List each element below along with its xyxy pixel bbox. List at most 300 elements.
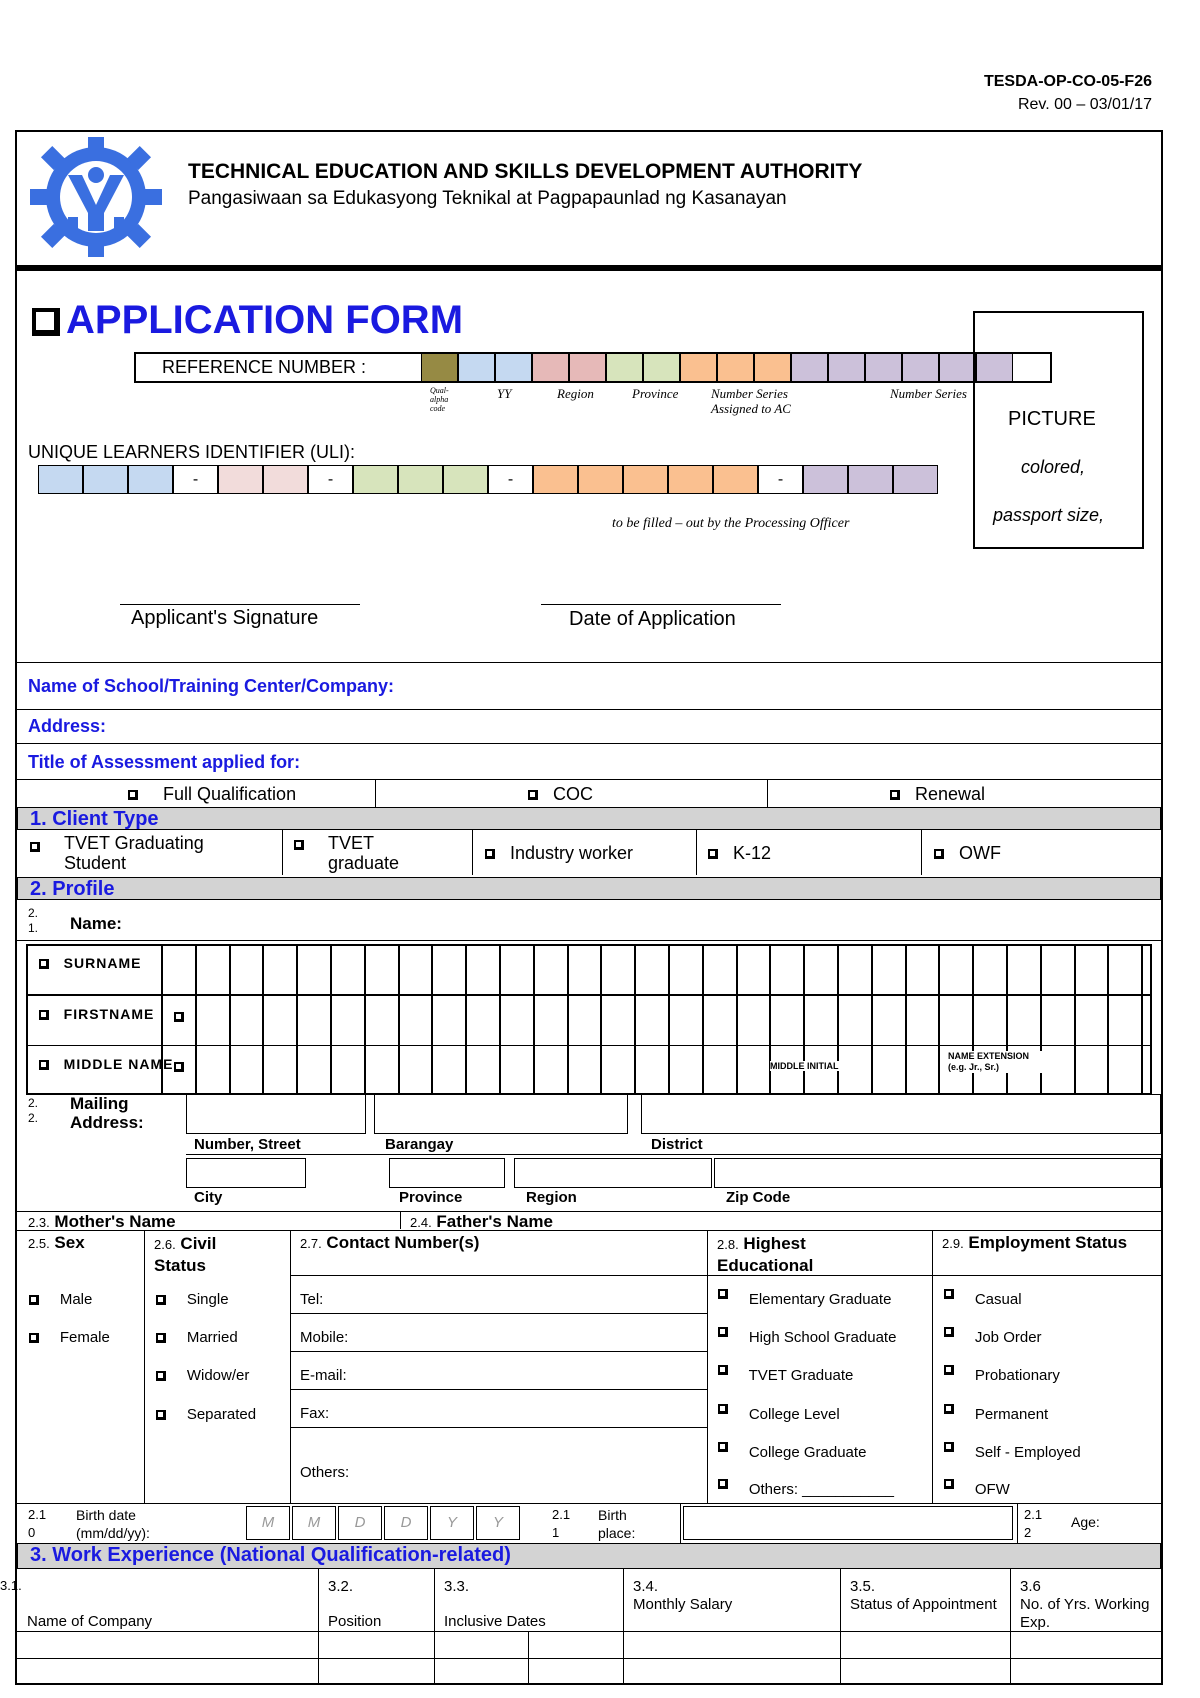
name-letter-cell[interactable] bbox=[703, 995, 737, 1046]
uli-dash-cell: - bbox=[488, 465, 533, 494]
name-letter-cell[interactable] bbox=[1041, 944, 1075, 995]
name-letter-cell[interactable] bbox=[399, 1045, 433, 1095]
uli-digit-cell[interactable] bbox=[38, 465, 83, 494]
birthdate-cell[interactable]: D bbox=[338, 1506, 382, 1540]
name-letter-cell[interactable] bbox=[737, 995, 771, 1046]
applicant-signature-label: Applicant's Signature bbox=[131, 607, 319, 629]
education-option[interactable]: High School Graduate bbox=[718, 1329, 896, 1346]
checkbox-icon bbox=[944, 1365, 954, 1375]
divider bbox=[932, 1230, 933, 1503]
name-letter-cell[interactable] bbox=[804, 995, 838, 1046]
divider bbox=[17, 743, 1161, 744]
divider bbox=[17, 709, 1161, 710]
name-letter-cell[interactable] bbox=[838, 995, 872, 1046]
divider bbox=[707, 1230, 708, 1503]
uli-label: UNIQUE LEARNERS IDENTIFIER (ULI): bbox=[28, 442, 356, 462]
name-letter-cell[interactable] bbox=[230, 995, 264, 1046]
checkbox-icon bbox=[718, 1365, 728, 1375]
uli-digit-cell[interactable] bbox=[218, 465, 263, 494]
checkbox-icon bbox=[128, 790, 138, 800]
uli-digit-cell[interactable] bbox=[803, 465, 848, 494]
divider bbox=[623, 1569, 624, 1685]
divider bbox=[186, 1154, 1161, 1155]
name-letter-cell[interactable] bbox=[635, 1045, 669, 1095]
divider bbox=[375, 779, 376, 807]
checkbox-icon bbox=[156, 1410, 166, 1420]
client-tvet-graduating-label: TVET Graduating Student bbox=[64, 833, 204, 873]
middle-initial-label: MIDDLE INITIAL bbox=[770, 1061, 839, 1071]
name-letter-cell[interactable] bbox=[838, 944, 872, 995]
name-letter-cell[interactable] bbox=[601, 1045, 635, 1095]
firstname-label: FIRSTNAME bbox=[39, 1006, 154, 1022]
name-letter-cell[interactable] bbox=[1142, 944, 1152, 995]
checkbox-icon bbox=[718, 1442, 728, 1452]
name-letter-cell[interactable] bbox=[399, 944, 433, 995]
name-label: Name: bbox=[70, 914, 122, 933]
name-letter-cell[interactable] bbox=[500, 995, 534, 1046]
middlename-checkbox[interactable] bbox=[174, 1058, 184, 1076]
work-column-header: Position bbox=[328, 1613, 382, 1630]
picture-passport: passport size, bbox=[993, 505, 1105, 525]
name-letter-cell[interactable] bbox=[230, 944, 264, 995]
ref-caption-region: Region bbox=[557, 386, 594, 401]
reference-digit-cell[interactable] bbox=[902, 353, 939, 382]
reference-digit-cell[interactable] bbox=[458, 353, 495, 382]
picture-colored: colored, bbox=[1021, 457, 1086, 477]
divider bbox=[17, 1658, 1161, 1659]
name-letter-cell[interactable] bbox=[635, 944, 669, 995]
name-letter-cell[interactable] bbox=[1075, 995, 1109, 1046]
divider bbox=[528, 1631, 529, 1685]
checkbox-icon bbox=[528, 790, 538, 800]
name-letter-cell[interactable] bbox=[973, 995, 1007, 1046]
client-industry-worker[interactable]: Industry worker bbox=[485, 843, 633, 864]
label-barangay: Barangay bbox=[385, 1136, 454, 1153]
education-option[interactable]: College Level bbox=[718, 1406, 840, 1423]
civil-status-option[interactable]: Widow/er bbox=[156, 1367, 249, 1384]
option-coc[interactable]: COC bbox=[528, 784, 593, 805]
employment-option[interactable]: Probationary bbox=[944, 1367, 1060, 1384]
checkbox-icon bbox=[944, 1442, 954, 1452]
name-letter-cell[interactable] bbox=[500, 1045, 534, 1095]
divider bbox=[17, 1503, 1161, 1504]
contact-input-field[interactable] bbox=[292, 1276, 704, 1312]
name-letter-cell[interactable] bbox=[973, 944, 1007, 995]
birthdate-cell[interactable]: Y bbox=[430, 1506, 474, 1540]
reference-digit-cell[interactable] bbox=[754, 353, 791, 382]
reference-digit-cell[interactable] bbox=[828, 353, 865, 382]
date-application-label: Date of Application bbox=[569, 608, 736, 630]
name-letter-cell[interactable] bbox=[331, 995, 365, 1046]
checkbox-icon bbox=[39, 959, 49, 969]
uli-digit-cell[interactable] bbox=[533, 465, 578, 494]
uli-digit-cell[interactable] bbox=[398, 465, 443, 494]
name-letter-cell[interactable] bbox=[601, 944, 635, 995]
contact-field-label: Tel: bbox=[300, 1291, 324, 1308]
name-letter-cell[interactable] bbox=[669, 944, 703, 995]
checkbox-icon bbox=[485, 849, 495, 859]
contact-input-field[interactable] bbox=[292, 1390, 704, 1426]
address-label: Address: bbox=[28, 716, 107, 736]
name-letter-cell[interactable] bbox=[534, 995, 568, 1046]
form-title: APPLICATION FORM bbox=[66, 298, 464, 342]
birthplace-label: Birth place: bbox=[598, 1507, 636, 1541]
name-letter-cell[interactable] bbox=[534, 1045, 568, 1095]
uli-digit-cell[interactable] bbox=[893, 465, 938, 494]
civil-status-option[interactable]: Separated bbox=[156, 1406, 256, 1423]
checkbox-icon bbox=[156, 1371, 166, 1381]
name-letter-cell[interactable] bbox=[1075, 944, 1109, 995]
reference-digit-cell[interactable] bbox=[569, 353, 606, 382]
work-column-header: No. of Yrs. Working Exp. bbox=[1020, 1596, 1150, 1631]
contact-input-field[interactable] bbox=[292, 1314, 704, 1350]
birthdate-cell[interactable]: M bbox=[246, 1506, 290, 1540]
mother-name-label: 2.3. Mother's Name bbox=[28, 1212, 176, 1231]
name-letter-cell[interactable] bbox=[534, 944, 568, 995]
address-street-field[interactable] bbox=[186, 1094, 366, 1134]
section-title: 2. Profile bbox=[30, 878, 115, 900]
uli-dash-cell: - bbox=[758, 465, 803, 494]
divider bbox=[17, 662, 1161, 663]
checkbox-icon bbox=[718, 1479, 728, 1489]
name-letter-cell[interactable] bbox=[872, 944, 906, 995]
father-name-label: 2.4. Father's Name bbox=[410, 1212, 553, 1231]
ref-caption-qual: Qual-alpha code bbox=[430, 386, 449, 413]
civil-status-header: 2.6. Civil Status bbox=[154, 1234, 217, 1275]
label-city: City bbox=[194, 1189, 223, 1206]
employment-option[interactable]: Self - Employed bbox=[944, 1444, 1081, 1461]
name-letter-cell[interactable] bbox=[872, 1045, 906, 1095]
name-letter-cell[interactable] bbox=[1142, 1045, 1152, 1095]
name-letter-cell[interactable] bbox=[1108, 944, 1142, 995]
name-letter-cell[interactable] bbox=[500, 944, 534, 995]
employment-header: 2.9. Employment Status bbox=[942, 1233, 1128, 1252]
divider bbox=[434, 1569, 435, 1685]
section-client-type bbox=[17, 807, 1161, 830]
name-letter-cell[interactable] bbox=[196, 995, 230, 1046]
checkbox-icon bbox=[890, 790, 900, 800]
agency-tagalog: Pangasiwaan sa Edukasyong Teknikal at Pagpapaunlad ng Kasanayan bbox=[188, 188, 787, 209]
divider bbox=[767, 779, 768, 807]
checkbox-icon bbox=[944, 1479, 954, 1489]
address-region-field[interactable] bbox=[514, 1158, 712, 1188]
divider bbox=[17, 779, 1161, 780]
divider bbox=[318, 1569, 319, 1685]
address-zip-field[interactable] bbox=[714, 1158, 1161, 1188]
employment-option[interactable]: Casual bbox=[944, 1291, 1022, 1308]
name-letter-cell[interactable] bbox=[568, 1045, 602, 1095]
work-row-number: 3.1. bbox=[0, 1578, 22, 1593]
label-region: Region bbox=[526, 1189, 577, 1206]
name-letter-cell[interactable] bbox=[568, 944, 602, 995]
checkbox-icon bbox=[718, 1404, 728, 1414]
reference-digit-cell[interactable] bbox=[643, 353, 680, 382]
name-letter-cell[interactable] bbox=[466, 995, 500, 1046]
name-letter-cell[interactable] bbox=[1108, 995, 1142, 1046]
uli-dash-cell: - bbox=[308, 465, 353, 494]
work-column-number: 3.4. bbox=[633, 1578, 659, 1595]
divider bbox=[17, 940, 1161, 941]
name-letter-cell[interactable] bbox=[331, 944, 365, 995]
sex-option[interactable]: Female bbox=[29, 1329, 110, 1346]
work-column-header: Name of Company bbox=[27, 1613, 153, 1630]
divider bbox=[17, 1230, 1161, 1231]
employment-option[interactable]: Job Order bbox=[944, 1329, 1042, 1346]
name-letter-cell[interactable] bbox=[365, 1045, 399, 1095]
label-district: District bbox=[651, 1136, 703, 1153]
employment-option[interactable]: OFW bbox=[944, 1481, 1010, 1498]
work-column-number: 3.6 bbox=[1020, 1578, 1041, 1595]
section-profile bbox=[17, 877, 1161, 900]
name-letter-cell[interactable] bbox=[432, 944, 466, 995]
ref-caption-series-ac: Number Series Assigned to AC bbox=[711, 386, 791, 416]
assessment-title-label: Title of Assessment applied for: bbox=[28, 752, 301, 772]
contact-field-label: E-mail: bbox=[300, 1367, 347, 1384]
uli-digit-cell[interactable] bbox=[263, 465, 308, 494]
address-barangay-field[interactable] bbox=[374, 1094, 628, 1134]
checkbox-icon bbox=[174, 1062, 184, 1072]
name-letter-cell[interactable] bbox=[466, 944, 500, 995]
checkbox-icon bbox=[30, 842, 40, 852]
name-letter-cell[interactable] bbox=[939, 944, 973, 995]
divider bbox=[1017, 1503, 1018, 1543]
contact-input-field[interactable] bbox=[292, 1352, 704, 1388]
name-letter-cell[interactable] bbox=[703, 1045, 737, 1095]
name-letter-cell[interactable] bbox=[365, 995, 399, 1046]
contact-field-label: Others: bbox=[300, 1464, 350, 1481]
section-title: 3. Work Experience (National Qualification-related) bbox=[30, 1544, 511, 1566]
name-letter-cell[interactable] bbox=[737, 1045, 771, 1095]
name-letter-cell[interactable] bbox=[601, 995, 635, 1046]
name-letter-cell[interactable] bbox=[804, 944, 838, 995]
name-letter-cell[interactable] bbox=[432, 1045, 466, 1095]
divider bbox=[17, 1631, 1161, 1632]
checkbox-icon bbox=[708, 849, 718, 859]
checkbox-icon bbox=[39, 1010, 49, 1020]
name-letter-cell[interactable] bbox=[669, 995, 703, 1046]
education-option[interactable]: TVET Graduate bbox=[718, 1367, 853, 1384]
birthdate-number: 2.1 0 bbox=[28, 1507, 47, 1540]
birthdate-cell[interactable]: M bbox=[292, 1506, 336, 1540]
uli-dash-cell: - bbox=[173, 465, 218, 494]
name-letter-cell[interactable] bbox=[669, 1045, 703, 1095]
name-letter-cell[interactable] bbox=[297, 1045, 331, 1095]
divider bbox=[144, 1230, 145, 1503]
option-renewal[interactable]: Renewal bbox=[890, 784, 985, 805]
name-extension-label: NAME EXTENSION (e.g. Jr., Sr.) bbox=[948, 1051, 1043, 1073]
ref-caption-yy: YY bbox=[497, 386, 512, 401]
client-tvet-graduating[interactable] bbox=[30, 836, 40, 857]
divider bbox=[680, 1503, 681, 1543]
section-title: 1. Client Type bbox=[30, 808, 159, 830]
work-column-number: 3.3. bbox=[444, 1578, 470, 1595]
client-k12[interactable]: K-12 bbox=[708, 843, 771, 864]
uli-digit-cell[interactable] bbox=[713, 465, 758, 494]
reference-digit-cell[interactable] bbox=[680, 353, 717, 382]
address-city-field[interactable] bbox=[186, 1158, 306, 1188]
checkbox-icon bbox=[156, 1295, 166, 1305]
picture-label: PICTURE bbox=[1008, 408, 1096, 430]
name-letter-cell[interactable] bbox=[770, 944, 804, 995]
reference-digit-cell[interactable] bbox=[495, 353, 532, 382]
name-letter-cell[interactable] bbox=[297, 995, 331, 1046]
checkbox-icon bbox=[29, 1295, 39, 1305]
uli-digit-cell[interactable] bbox=[848, 465, 893, 494]
birthdate-cell[interactable]: Y bbox=[476, 1506, 520, 1540]
name-letter-cell[interactable] bbox=[432, 995, 466, 1046]
name-letter-cell[interactable] bbox=[703, 944, 737, 995]
birthdate-cell[interactable]: D bbox=[384, 1506, 428, 1540]
ref-caption-series: Number Series bbox=[890, 386, 967, 401]
date-line bbox=[541, 604, 781, 605]
agency-name: TECHNICAL EDUCATION AND SKILLS DEVELOPMENT AUTHORITY bbox=[188, 160, 863, 183]
checkbox-icon bbox=[944, 1327, 954, 1337]
checkbox-icon bbox=[718, 1289, 728, 1299]
name-letter-cell[interactable] bbox=[1041, 1045, 1075, 1095]
sex-option[interactable]: Male bbox=[29, 1291, 92, 1308]
employment-option[interactable]: Permanent bbox=[944, 1406, 1048, 1423]
reference-digit-cell[interactable] bbox=[939, 353, 976, 382]
name-letter-cell[interactable] bbox=[466, 1045, 500, 1095]
signature-line bbox=[120, 604, 360, 605]
revision: Rev. 00 – 03/01/17 bbox=[1017, 96, 1152, 113]
checkbox-icon bbox=[944, 1289, 954, 1299]
checkbox-icon bbox=[944, 1404, 954, 1414]
name-letter-cell[interactable] bbox=[263, 995, 297, 1046]
reference-digit-cell[interactable] bbox=[421, 353, 458, 382]
divider bbox=[400, 1211, 401, 1229]
birthplace-number: 2.1 1 bbox=[552, 1507, 571, 1540]
form-code: TESDA-OP-CO-05-F26 bbox=[983, 73, 1152, 90]
checkbox-icon bbox=[156, 1333, 166, 1343]
name-letter-cell[interactable] bbox=[365, 944, 399, 995]
education-option[interactable]: Others: ___________ bbox=[718, 1481, 894, 1498]
name-letter-cell[interactable] bbox=[1075, 1045, 1109, 1095]
name-letter-cell[interactable] bbox=[263, 1045, 297, 1095]
name-letter-cell[interactable] bbox=[263, 944, 297, 995]
reference-digit-cell[interactable] bbox=[532, 353, 569, 382]
mailing-label: Mailing Address: bbox=[70, 1094, 144, 1132]
age-label: Age: bbox=[1071, 1514, 1100, 1530]
reference-digit-cell[interactable] bbox=[717, 353, 754, 382]
work-column-header: Status of Appointment bbox=[850, 1596, 997, 1613]
name-letter-cell[interactable] bbox=[635, 995, 669, 1046]
uli-digit-cell[interactable] bbox=[128, 465, 173, 494]
uli-note: to be filled – out by the Processing Officer bbox=[612, 516, 850, 531]
divider bbox=[17, 1211, 1161, 1212]
name-letter-cell[interactable] bbox=[939, 995, 973, 1046]
name-letter-cell[interactable] bbox=[230, 1045, 264, 1095]
divider bbox=[840, 1569, 841, 1685]
reference-digit-cell[interactable] bbox=[791, 353, 828, 382]
name-letter-cell[interactable] bbox=[906, 995, 940, 1046]
name-letter-cell[interactable] bbox=[1108, 1045, 1142, 1095]
title-checkbox[interactable] bbox=[32, 308, 60, 336]
reference-digit-cell[interactable] bbox=[865, 353, 902, 382]
name-letter-cell[interactable] bbox=[1142, 995, 1152, 1046]
uli-digit-cell[interactable] bbox=[443, 465, 488, 494]
checkbox-icon bbox=[174, 1012, 184, 1022]
divider bbox=[282, 830, 283, 875]
checkbox-icon bbox=[934, 849, 944, 859]
contact-input-field[interactable] bbox=[292, 1428, 704, 1502]
checkbox-icon bbox=[718, 1327, 728, 1337]
birthplace-field[interactable] bbox=[683, 1506, 1013, 1540]
work-column-number: 3.2. bbox=[328, 1578, 354, 1595]
name-letter-cell[interactable] bbox=[906, 1045, 940, 1095]
uli-digit-cell[interactable] bbox=[623, 465, 668, 494]
uli-digit-cell[interactable] bbox=[668, 465, 713, 494]
address-district-field[interactable] bbox=[641, 1094, 1161, 1134]
contact-header: 2.7. Contact Number(s) bbox=[300, 1233, 480, 1252]
name-letter-cell[interactable] bbox=[1007, 995, 1041, 1046]
reference-digit-cell[interactable] bbox=[606, 353, 643, 382]
name-letter-cell[interactable] bbox=[838, 1045, 872, 1095]
contact-field-label: Mobile: bbox=[300, 1329, 349, 1346]
divider bbox=[696, 830, 697, 875]
name-letter-cell[interactable] bbox=[162, 944, 196, 995]
header-divider bbox=[17, 265, 1161, 271]
client-owf[interactable]: OWF bbox=[934, 843, 1001, 864]
civil-status-option[interactable]: Single bbox=[156, 1291, 229, 1308]
client-tvet-graduate-label: TVET graduate bbox=[328, 833, 400, 873]
work-column-header: Monthly Salary bbox=[633, 1596, 733, 1613]
name-letter-cell[interactable] bbox=[399, 995, 433, 1046]
civil-status-option[interactable]: Married bbox=[156, 1329, 238, 1346]
birthdate-label: Birth date (mm/dd/yy): bbox=[76, 1507, 150, 1541]
contact-field-label: Fax: bbox=[300, 1405, 330, 1422]
age-number: 2.1 2 bbox=[1024, 1507, 1043, 1540]
checkbox-icon bbox=[29, 1333, 39, 1343]
uli-digit-cell[interactable] bbox=[83, 465, 128, 494]
label-number-street: Number, Street bbox=[194, 1136, 301, 1153]
uli-digit-cell[interactable] bbox=[353, 465, 398, 494]
education-header: 2.8. Highest Educational bbox=[717, 1234, 814, 1275]
name-letter-cell[interactable] bbox=[906, 944, 940, 995]
address-province-field[interactable] bbox=[389, 1158, 505, 1188]
firstname-checkbox[interactable] bbox=[174, 1008, 184, 1026]
name-letter-cell[interactable] bbox=[297, 944, 331, 995]
client-tvet-graduate[interactable] bbox=[294, 836, 304, 854]
reference-label: REFERENCE NUMBER : bbox=[162, 357, 367, 377]
name-letter-cell[interactable] bbox=[1041, 995, 1075, 1046]
name-letter-cell[interactable] bbox=[770, 995, 804, 1046]
name-letter-cell[interactable] bbox=[872, 995, 906, 1046]
divider bbox=[1010, 1569, 1011, 1685]
uli-digit-cell[interactable] bbox=[578, 465, 623, 494]
name-letter-cell[interactable] bbox=[196, 944, 230, 995]
option-full-qualification[interactable]: Full Qualification bbox=[128, 784, 296, 805]
name-letter-cell[interactable] bbox=[1007, 944, 1041, 995]
name-letter-cell[interactable] bbox=[331, 1045, 365, 1095]
tesda-logo bbox=[28, 135, 164, 265]
checkbox-icon bbox=[39, 1060, 49, 1070]
label-zip-code: Zip Code bbox=[726, 1189, 791, 1206]
divider bbox=[472, 830, 473, 875]
name-number: 2. 1. bbox=[28, 906, 39, 935]
mailing-number: 2. 2. bbox=[28, 1096, 39, 1125]
education-option[interactable]: College Graduate bbox=[718, 1444, 866, 1461]
checkbox-icon bbox=[294, 840, 304, 850]
name-letter-cell[interactable] bbox=[568, 995, 602, 1046]
work-column-header: Inclusive Dates bbox=[444, 1613, 546, 1630]
surname-label: SURNAME bbox=[39, 955, 141, 971]
name-letter-cell[interactable] bbox=[196, 1045, 230, 1095]
name-letter-cell[interactable] bbox=[737, 944, 771, 995]
education-option[interactable]: Elementary Graduate bbox=[718, 1291, 891, 1308]
work-column-number: 3.5. bbox=[850, 1578, 876, 1595]
sex-header: 2.5. Sex bbox=[28, 1233, 85, 1252]
